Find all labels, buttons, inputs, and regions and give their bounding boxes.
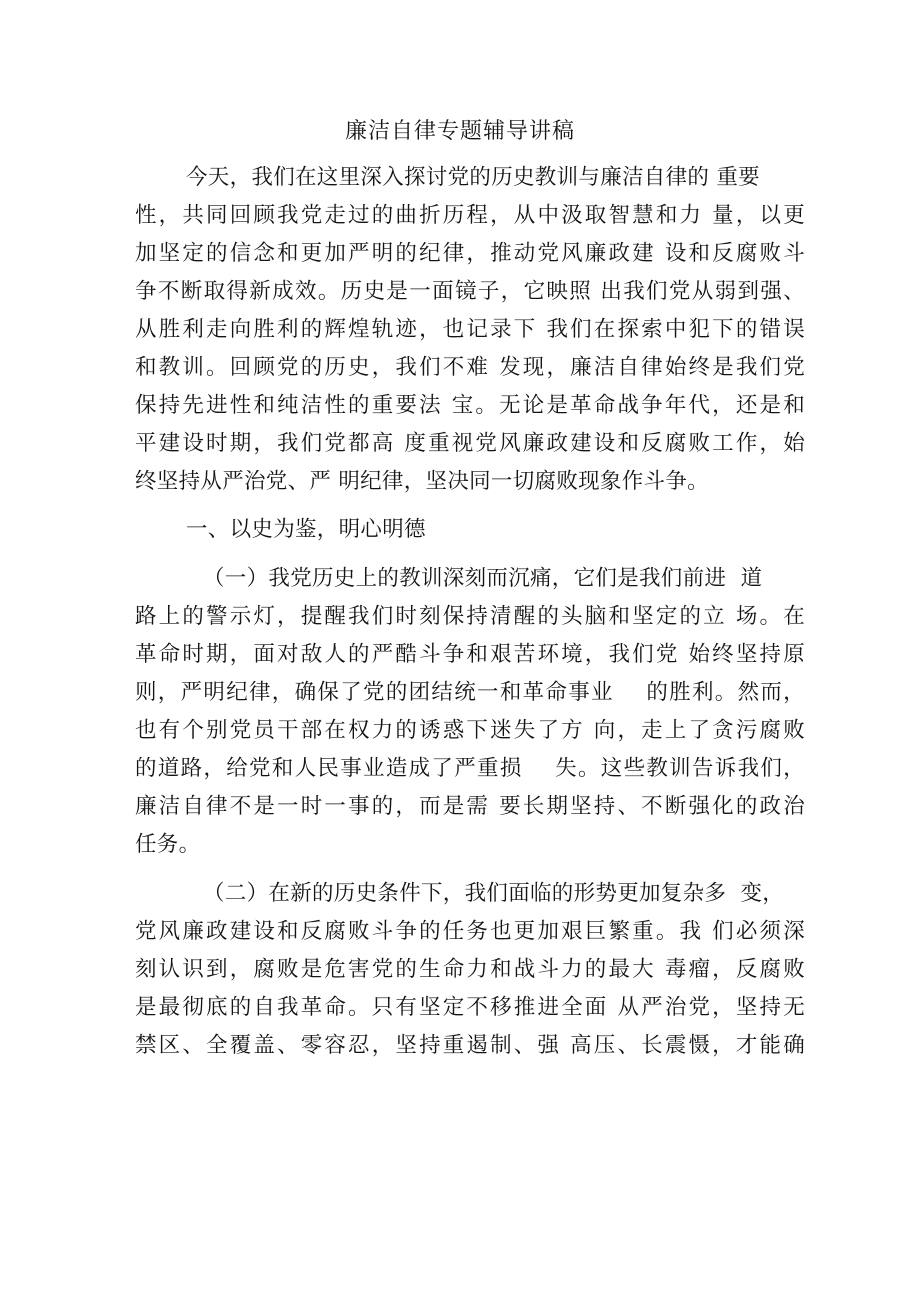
text-line: 党风廉政建设和反腐败斗争的任务也更加艰巨繁重。我 们必须深 xyxy=(135,919,805,944)
text-line: 今天，我们在这里深入探讨党的历史教训与廉洁自律的 重要 xyxy=(186,165,760,190)
text-line: 是最彻底的自我革命。只有坚定不移推进全面 从严治党，坚持无 xyxy=(135,995,805,1020)
text-line: 平建设时期，我们党都高 度重视党风廉政建设和反腐败工作，始 xyxy=(135,431,805,456)
text-line: 则，严明纪律，确保了党的团结统一和革命事业 的胜利。然而， xyxy=(135,680,805,705)
text-line: 的道路，给党和人民事业造成了严重损 失。这些教训告诉我们， xyxy=(135,756,805,781)
text-line: 刻认识到，腐败是危害党的生命力和战斗力的最大 毒瘤，反腐败 xyxy=(135,957,805,982)
text-line: 路上的警示灯，提醒我们时刻保持清醒的头脑和坚定的立 场。在 xyxy=(135,604,805,629)
text-line: 任务。 xyxy=(135,832,201,857)
text-line: 争不断取得新成效。历史是一面镜子，它映照 出我们党从弱到强、 xyxy=(135,279,805,304)
text-line: 和教训。回顾党的历史，我们不难 发现，廉洁自律始终是我们党 xyxy=(135,355,805,380)
text-line: 革命时期，面对敌人的严酷斗争和艰苦环境，我们党 始终坚持原 xyxy=(135,642,805,667)
text-line: （一）我党历史上的教训深刻而沉痛，它们是我们前进 道 xyxy=(203,566,763,591)
text-line: 保持先进性和纯洁性的重要法 宝。无论是革命战争年代，还是和 xyxy=(135,393,805,418)
text-line: 禁区、全覆盖、零容忍，坚持重遏制、强 高压、长震慑，才能确 xyxy=(135,1033,805,1058)
document-title: 廉洁自律专题辅导讲稿 xyxy=(344,119,575,144)
text-line: 从胜利走向胜利的辉煌轨迹，也记录下 我们在探索中犯下的错误 xyxy=(135,317,805,342)
text-line: 终坚持从严治党、严 明纪律，坚决同一切腐败现象作斗争。 xyxy=(135,469,709,494)
text-line: 廉洁自律不是一时一事的，而是需 要长期坚持、不断强化的政治 xyxy=(135,794,805,819)
text-line: 加坚定的信念和更加严明的纪律，推动党风廉政建 设和反腐败斗 xyxy=(135,241,805,266)
text-line: （二）在新的历史条件下，我们面临的形势更加复杂多 变， xyxy=(203,881,785,906)
text-line: 性，共同回顾我党走过的曲折历程，从中汲取智慧和力 量，以更 xyxy=(135,203,805,228)
section-heading: 一、以史为鉴，明心明德 xyxy=(186,517,426,542)
text-line: 也有个别党员干部在权力的诱惑下迷失了方 向，走上了贪污腐败 xyxy=(135,718,805,743)
